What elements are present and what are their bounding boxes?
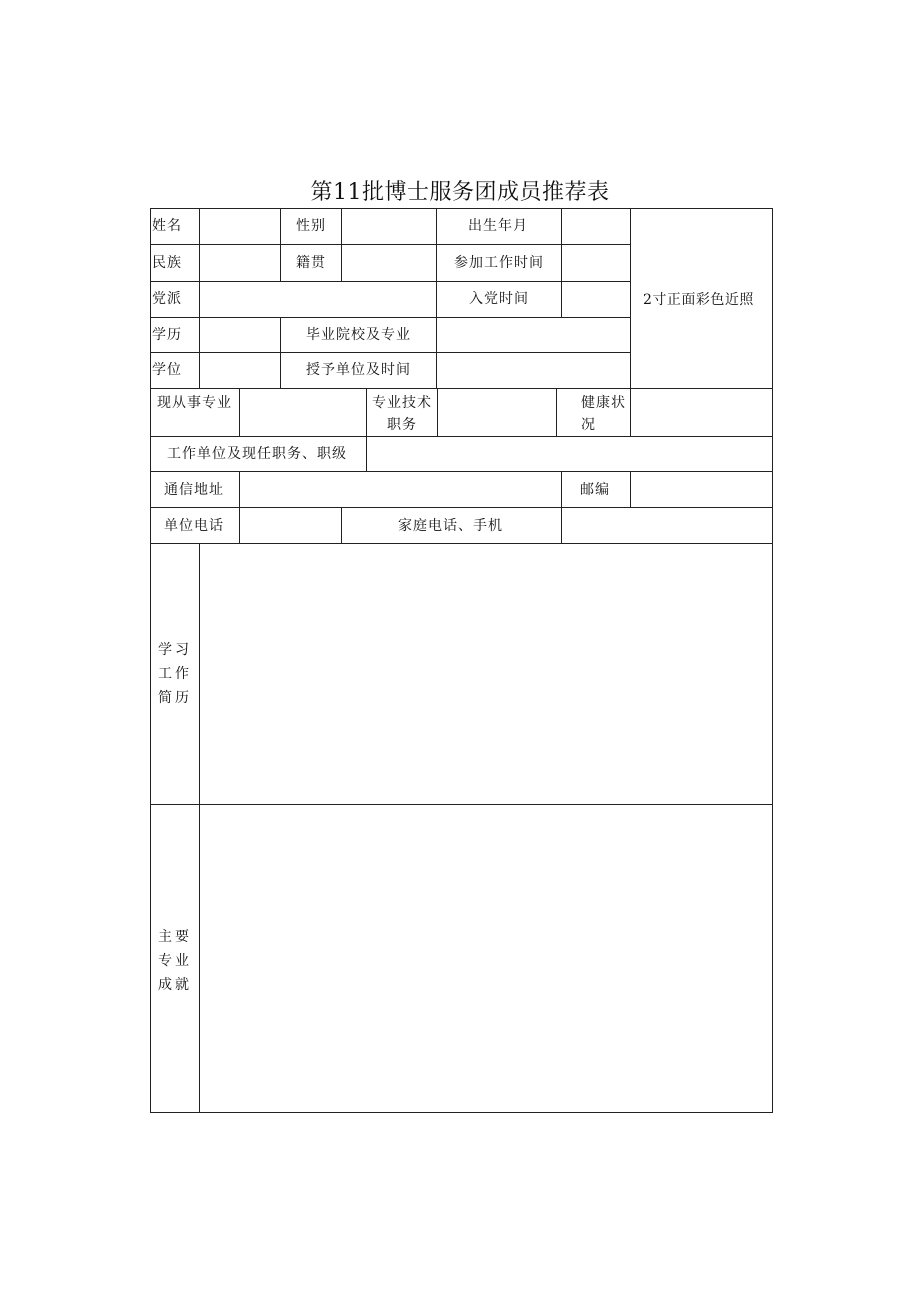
label-achievements-line: 成就 <box>158 977 192 993</box>
label-native-place: 籍贯 <box>296 255 326 271</box>
health-field[interactable] <box>631 389 772 436</box>
label-degree-grant: 授予单位及时间 <box>306 362 411 378</box>
tech-title-field[interactable] <box>438 389 556 436</box>
resume-field[interactable] <box>200 544 772 804</box>
current-major-field[interactable] <box>240 389 366 436</box>
degree-field[interactable] <box>200 353 280 388</box>
col-line <box>280 317 281 388</box>
col-line <box>280 208 281 281</box>
label-ethnicity: 民族 <box>152 255 182 271</box>
table-border-right <box>772 208 773 1113</box>
col-line <box>561 471 562 507</box>
label-health-line2: 况 <box>581 417 596 433</box>
page-title: 第11批博士服务团成员推荐表 <box>310 180 610 205</box>
achievements-field[interactable] <box>200 805 772 1112</box>
address-field[interactable] <box>240 472 561 507</box>
label-resume-line: 简历 <box>158 690 192 706</box>
gender-field[interactable] <box>342 209 436 244</box>
col-line <box>366 388 367 436</box>
label-name: 姓名 <box>152 218 182 234</box>
label-achievements <box>151 925 199 997</box>
postcode-field[interactable] <box>631 472 772 507</box>
employer-position-field[interactable] <box>367 437 772 471</box>
table-border-bottom <box>150 1112 773 1113</box>
home-mobile-field[interactable] <box>562 508 772 543</box>
label-work-phone: 单位电话 <box>164 518 224 534</box>
label-health: 健康状 <box>581 395 626 411</box>
label-achievements-line: 专业 <box>158 953 192 969</box>
label-party-join: 入党时间 <box>469 291 529 307</box>
label-birth: 出生年月 <box>468 218 528 234</box>
work-phone-field[interactable] <box>240 508 341 543</box>
label-employer-position: 工作单位及现任职务、职级 <box>167 446 347 462</box>
party-field[interactable] <box>200 282 436 317</box>
education-field[interactable] <box>200 318 280 352</box>
label-work-start: 参加工作时间 <box>454 255 544 271</box>
col-line <box>556 388 557 436</box>
label-tech-title: 专业技术 <box>372 395 432 411</box>
birth-field[interactable] <box>562 209 630 244</box>
name-field[interactable] <box>200 209 280 244</box>
native-place-field[interactable] <box>342 245 436 281</box>
label-party: 党派 <box>152 291 182 307</box>
label-postcode: 邮编 <box>580 482 610 498</box>
ethnicity-field[interactable] <box>200 245 280 281</box>
col-line <box>341 507 342 543</box>
label-home-mobile: 家庭电话、手机 <box>398 518 503 534</box>
photo-placeholder: 2寸正面彩色近照 <box>643 292 754 308</box>
work-start-field[interactable] <box>562 245 630 281</box>
label-school-major: 毕业院校及专业 <box>306 327 411 343</box>
col-line <box>630 208 631 388</box>
label-education: 学历 <box>152 327 182 343</box>
label-gender: 性别 <box>296 218 326 234</box>
label-current-major: 现从事专业 <box>157 395 232 411</box>
degree-grant-field[interactable] <box>437 353 630 388</box>
label-resume-line: 工作 <box>158 666 192 682</box>
label-resume <box>151 638 199 710</box>
label-achievements-line: 主要 <box>158 929 192 945</box>
label-degree: 学位 <box>152 362 182 378</box>
school-major-field[interactable] <box>437 318 630 352</box>
label-tech-title-line2: 职务 <box>387 417 417 433</box>
party-join-field[interactable] <box>562 282 630 317</box>
label-resume-line: 学习 <box>158 642 192 658</box>
label-address: 通信地址 <box>164 482 224 498</box>
